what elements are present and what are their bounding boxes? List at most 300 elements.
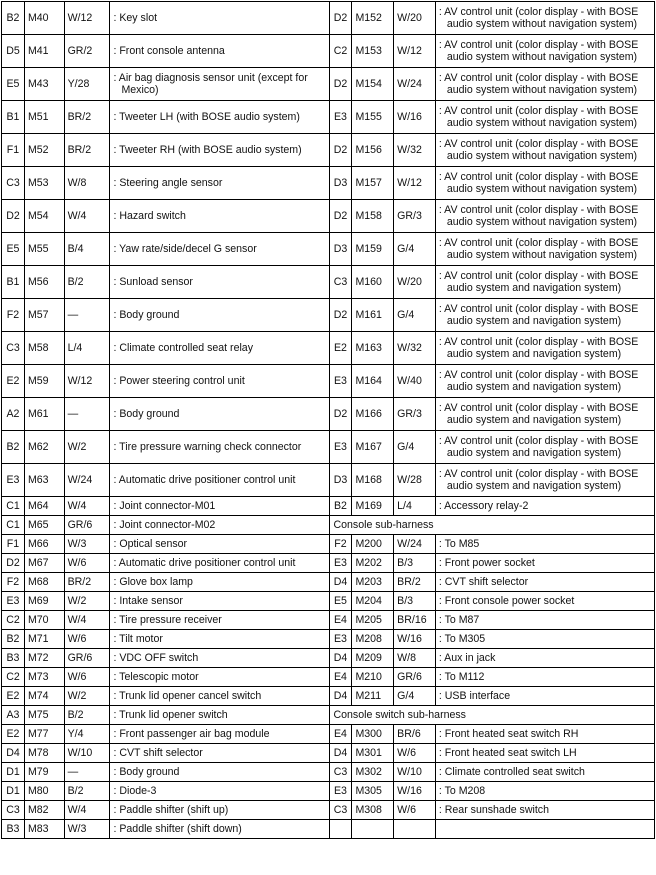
right-connector-description <box>435 725 654 744</box>
left-connector-number: M43 <box>24 68 64 101</box>
left-wire-color: B/4 <box>64 233 110 266</box>
right-wire-color <box>394 820 436 839</box>
table-row <box>2 535 655 554</box>
description-text: : USB interface <box>438 690 511 702</box>
right-connector-description <box>435 35 654 68</box>
table-row <box>2 649 655 668</box>
left-connector-number: M67 <box>24 554 64 573</box>
right-connector-number: M300 <box>352 725 394 744</box>
description-text: : Trunk lid opener switch <box>113 709 228 721</box>
right-connector-description <box>435 266 654 299</box>
description-text: : Intake sensor <box>113 595 183 607</box>
left-connector-number: M74 <box>24 687 64 706</box>
right-wire-color: W/32 <box>394 332 436 365</box>
left-connector-number: M41 <box>24 35 64 68</box>
left-connector-number: M80 <box>24 782 64 801</box>
left-connector-description <box>110 592 329 611</box>
left-grid-location: B1 <box>2 101 25 134</box>
left-connector-number: M83 <box>24 820 64 839</box>
right-grid-location: E4 <box>329 611 352 630</box>
right-connector-description <box>435 744 654 763</box>
right-connector-description <box>435 167 654 200</box>
left-wire-color: B/2 <box>64 266 110 299</box>
table-row <box>2 365 655 398</box>
right-connector-description <box>435 101 654 134</box>
right-connector-number: M308 <box>352 801 394 820</box>
left-wire-color: — <box>64 299 110 332</box>
right-connector-number: M203 <box>352 573 394 592</box>
right-wire-color: GR/3 <box>394 398 436 431</box>
right-wire-color: W/12 <box>394 35 436 68</box>
left-connector-description <box>110 820 329 839</box>
left-connector-number: M51 <box>24 101 64 134</box>
table-row <box>2 497 655 516</box>
right-connector-description <box>435 68 654 101</box>
right-grid-location <box>329 820 352 839</box>
right-wire-color: W/6 <box>394 744 436 763</box>
right-connector-number: M157 <box>352 167 394 200</box>
table-row <box>2 134 655 167</box>
right-wire-color: BR/16 <box>394 611 436 630</box>
left-grid-location: D1 <box>2 763 25 782</box>
description-text: : Power steering control unit <box>113 375 245 387</box>
left-grid-location: C1 <box>2 516 25 535</box>
left-connector-number: M62 <box>24 431 64 464</box>
right-grid-location: D2 <box>329 134 352 167</box>
right-wire-color: BR/6 <box>394 725 436 744</box>
right-connector-number: M159 <box>352 233 394 266</box>
left-grid-location: E2 <box>2 725 25 744</box>
description-text: : AV control unit (color display - with BOSE audio system without navigation system) <box>438 39 639 63</box>
right-grid-location: E5 <box>329 592 352 611</box>
right-grid-location: C3 <box>329 266 352 299</box>
left-connector-number: M53 <box>24 167 64 200</box>
right-connector-number: M301 <box>352 744 394 763</box>
right-connector-number: M211 <box>352 687 394 706</box>
description-text: : AV control unit (color display - with BOSE audio system and navigation system) <box>438 468 639 492</box>
right-connector-number: M302 <box>352 763 394 782</box>
left-connector-number: M64 <box>24 497 64 516</box>
connector-table <box>1 1 655 839</box>
description-text: : Climate controlled seat switch <box>438 766 585 778</box>
right-connector-number: M208 <box>352 630 394 649</box>
description-text: : Joint connector-M01 <box>113 500 216 512</box>
right-connector-description <box>435 2 654 35</box>
description-text: : Optical sensor <box>113 538 188 550</box>
left-connector-description <box>110 763 329 782</box>
right-grid-location: E4 <box>329 725 352 744</box>
right-wire-color: G/4 <box>394 431 436 464</box>
table-row <box>2 431 655 464</box>
right-wire-color: W/6 <box>394 801 436 820</box>
description-text: : Tire pressure receiver <box>113 614 222 626</box>
right-grid-location: D4 <box>329 573 352 592</box>
left-connector-number: M71 <box>24 630 64 649</box>
left-wire-color: W/4 <box>64 200 110 233</box>
right-wire-color: W/8 <box>394 649 436 668</box>
description-text: : AV control unit (color display - with BOSE audio system and navigation system) <box>438 270 639 294</box>
right-grid-location: D2 <box>329 2 352 35</box>
right-connector-number: M210 <box>352 668 394 687</box>
left-grid-location: C2 <box>2 668 25 687</box>
table-row <box>2 744 655 763</box>
description-text: : Aux in jack <box>438 652 496 664</box>
left-wire-color: Y/4 <box>64 725 110 744</box>
left-connector-description <box>110 266 329 299</box>
description-text: : AV control unit (color display - with BOSE audio system without navigation system) <box>438 204 639 228</box>
description-text: : Yaw rate/side/decel G sensor <box>113 243 257 255</box>
left-wire-color: W/6 <box>64 554 110 573</box>
table-row <box>2 200 655 233</box>
right-wire-color: W/32 <box>394 134 436 167</box>
right-connector-number: M155 <box>352 101 394 134</box>
left-grid-location: E3 <box>2 592 25 611</box>
left-connector-description <box>110 299 329 332</box>
right-grid-location: D2 <box>329 299 352 332</box>
left-grid-location: E2 <box>2 365 25 398</box>
left-wire-color: — <box>64 763 110 782</box>
right-grid-location: E3 <box>329 431 352 464</box>
description-text: : AV control unit (color display - with BOSE audio system without navigation system) <box>438 138 639 162</box>
table-row <box>2 2 655 35</box>
right-wire-color: W/24 <box>394 535 436 554</box>
right-connector-number: M166 <box>352 398 394 431</box>
left-connector-description <box>110 554 329 573</box>
left-connector-description <box>110 497 329 516</box>
left-connector-description <box>110 233 329 266</box>
left-connector-number: M55 <box>24 233 64 266</box>
left-grid-location: D1 <box>2 782 25 801</box>
description-text: : Body ground <box>113 309 180 321</box>
description-text: : Climate controlled seat relay <box>113 342 253 354</box>
description-text: : VDC OFF switch <box>113 652 199 664</box>
left-connector-number: M54 <box>24 200 64 233</box>
left-connector-description <box>110 167 329 200</box>
left-connector-number: M59 <box>24 365 64 398</box>
right-connector-description <box>435 497 654 516</box>
left-wire-color: W/2 <box>64 431 110 464</box>
left-grid-location: B2 <box>2 630 25 649</box>
right-wire-color: W/12 <box>394 167 436 200</box>
table-row <box>2 706 655 725</box>
right-wire-color: W/40 <box>394 365 436 398</box>
right-connector-number: M169 <box>352 497 394 516</box>
left-connector-number: M56 <box>24 266 64 299</box>
description-text: : Tweeter RH (with BOSE audio system) <box>113 144 302 156</box>
description-text: : AV control unit (color display - with BOSE audio system without navigation system) <box>438 72 639 96</box>
right-connector-description <box>435 535 654 554</box>
description-text: : To M85 <box>438 538 480 550</box>
left-wire-color: B/2 <box>64 782 110 801</box>
left-connector-description <box>110 535 329 554</box>
left-wire-color: BR/2 <box>64 573 110 592</box>
left-wire-color: W/3 <box>64 535 110 554</box>
left-grid-location: D5 <box>2 35 25 68</box>
left-wire-color: BR/2 <box>64 134 110 167</box>
table-row <box>2 687 655 706</box>
right-connector-description <box>435 649 654 668</box>
right-wire-color: G/4 <box>394 299 436 332</box>
right-wire-color: G/4 <box>394 233 436 266</box>
description-text: : Key slot <box>113 12 158 24</box>
right-connector-number: M163 <box>352 332 394 365</box>
right-connector-description <box>435 630 654 649</box>
description-text: : Body ground <box>113 408 180 420</box>
description-text: : Sunload sensor <box>113 276 193 288</box>
description-text: : To M305 <box>438 633 486 645</box>
description-text: : Body ground <box>113 766 180 778</box>
right-grid-location: D3 <box>329 167 352 200</box>
right-connector-description <box>435 611 654 630</box>
description-text: : AV control unit (color display - with BOSE audio system without navigation system) <box>438 171 639 195</box>
left-connector-number: M73 <box>24 668 64 687</box>
table-row <box>2 668 655 687</box>
left-wire-color: GR/6 <box>64 649 110 668</box>
left-wire-color: — <box>64 398 110 431</box>
left-grid-location: B1 <box>2 266 25 299</box>
right-connector-description <box>435 134 654 167</box>
description-text: : To M112 <box>438 671 485 683</box>
description-text: : Front console power socket <box>438 595 575 607</box>
left-connector-number: M68 <box>24 573 64 592</box>
left-connector-number: M82 <box>24 801 64 820</box>
right-grid-location: E4 <box>329 668 352 687</box>
left-wire-color: Y/28 <box>64 68 110 101</box>
right-wire-color: G/4 <box>394 687 436 706</box>
right-connector-number: M204 <box>352 592 394 611</box>
left-wire-color: W/2 <box>64 687 110 706</box>
right-connector-description <box>435 687 654 706</box>
table-row <box>2 516 655 535</box>
left-wire-color: W/4 <box>64 801 110 820</box>
right-connector-number: M154 <box>352 68 394 101</box>
left-grid-location: C2 <box>2 611 25 630</box>
right-wire-color: L/4 <box>394 497 436 516</box>
right-grid-location: D2 <box>329 398 352 431</box>
left-connector-description <box>110 200 329 233</box>
left-grid-location: D2 <box>2 200 25 233</box>
right-connector-description <box>435 233 654 266</box>
right-grid-location: E2 <box>329 332 352 365</box>
left-grid-location: D2 <box>2 554 25 573</box>
table-row <box>2 820 655 839</box>
description-text: : Telescopic motor <box>113 671 199 683</box>
table-row <box>2 167 655 200</box>
right-connector-description <box>435 763 654 782</box>
left-connector-number: M72 <box>24 649 64 668</box>
description-text: : Diode-3 <box>113 785 157 797</box>
right-wire-color: W/16 <box>394 630 436 649</box>
left-grid-location: C3 <box>2 332 25 365</box>
table-row <box>2 266 655 299</box>
left-grid-location: F2 <box>2 299 25 332</box>
left-connector-description <box>110 516 329 535</box>
left-connector-description <box>110 134 329 167</box>
left-connector-description <box>110 365 329 398</box>
description-text: : Trunk lid opener cancel switch <box>113 690 262 702</box>
right-connector-number: M158 <box>352 200 394 233</box>
right-grid-location: D3 <box>329 233 352 266</box>
description-text: : AV control unit (color display - with BOSE audio system and navigation system) <box>438 303 639 327</box>
left-grid-location: B3 <box>2 820 25 839</box>
table-row <box>2 630 655 649</box>
description-text: : AV control unit (color display - with BOSE audio system and navigation system) <box>438 369 639 393</box>
description-text: : To M208 <box>438 785 486 797</box>
left-connector-number: M78 <box>24 744 64 763</box>
left-connector-number: M65 <box>24 516 64 535</box>
right-connector-description <box>435 464 654 497</box>
right-connector-number: M205 <box>352 611 394 630</box>
left-connector-number: M52 <box>24 134 64 167</box>
left-connector-number: M75 <box>24 706 64 725</box>
left-grid-location: E3 <box>2 464 25 497</box>
left-grid-location: B3 <box>2 649 25 668</box>
left-connector-number: M79 <box>24 763 64 782</box>
right-connector-description <box>435 299 654 332</box>
description-text: : AV control unit (color display - with BOSE audio system and navigation system) <box>438 336 639 360</box>
left-connector-description <box>110 101 329 134</box>
right-connector-number <box>352 820 394 839</box>
right-connector-description <box>435 398 654 431</box>
right-connector-number: M152 <box>352 2 394 35</box>
table-row <box>2 35 655 68</box>
right-grid-location: C3 <box>329 763 352 782</box>
left-connector-description <box>110 398 329 431</box>
table-row <box>2 233 655 266</box>
connector-table-body <box>2 2 655 839</box>
description-text: : Rear sunshade switch <box>438 804 549 816</box>
left-wire-color: W/10 <box>64 744 110 763</box>
right-connector-number: M161 <box>352 299 394 332</box>
right-connector-number: M156 <box>352 134 394 167</box>
description-text: : Paddle shifter (shift down) <box>113 823 242 835</box>
description-text: : Front console antenna <box>113 45 225 57</box>
left-connector-number: M66 <box>24 535 64 554</box>
right-wire-color: W/20 <box>394 2 436 35</box>
right-grid-location: D4 <box>329 649 352 668</box>
right-connector-number: M153 <box>352 35 394 68</box>
left-connector-number: M57 <box>24 299 64 332</box>
description-text: : To M87 <box>438 614 480 626</box>
description-text: : Steering angle sensor <box>113 177 223 189</box>
right-grid-location: D4 <box>329 687 352 706</box>
sub-harness-heading: Console switch sub-harness <box>329 706 655 725</box>
left-wire-color: W/12 <box>64 365 110 398</box>
right-wire-color: W/24 <box>394 68 436 101</box>
left-connector-description <box>110 782 329 801</box>
left-grid-location: B2 <box>2 2 25 35</box>
description-text: : CVT shift selector <box>113 747 203 759</box>
table-row <box>2 801 655 820</box>
right-grid-location: E3 <box>329 630 352 649</box>
left-wire-color: GR/2 <box>64 35 110 68</box>
description-text: : Automatic drive positioner control unit <box>113 474 296 486</box>
description-text: : AV control unit (color display - with BOSE audio system without navigation system) <box>438 237 639 261</box>
right-connector-number: M168 <box>352 464 394 497</box>
description-text: : Glove box lamp <box>113 576 193 588</box>
right-wire-color: GR/6 <box>394 668 436 687</box>
left-wire-color: W/6 <box>64 630 110 649</box>
left-connector-description <box>110 611 329 630</box>
table-row <box>2 592 655 611</box>
left-grid-location: F1 <box>2 535 25 554</box>
right-grid-location: B2 <box>329 497 352 516</box>
left-connector-description <box>110 332 329 365</box>
right-grid-location: E3 <box>329 782 352 801</box>
right-wire-color: BR/2 <box>394 573 436 592</box>
left-wire-color: W/3 <box>64 820 110 839</box>
description-text: : Paddle shifter (shift up) <box>113 804 229 816</box>
description-text: : Front heated seat switch LH <box>438 747 577 759</box>
right-wire-color: W/28 <box>394 464 436 497</box>
left-connector-description <box>110 668 329 687</box>
right-connector-description <box>435 431 654 464</box>
table-row <box>2 398 655 431</box>
description-text: : Automatic drive positioner control unit <box>113 557 296 569</box>
left-grid-location: C1 <box>2 497 25 516</box>
left-grid-location: E2 <box>2 687 25 706</box>
left-connector-number: M61 <box>24 398 64 431</box>
table-row <box>2 782 655 801</box>
left-connector-number: M70 <box>24 611 64 630</box>
right-connector-number: M305 <box>352 782 394 801</box>
left-wire-color: W/12 <box>64 2 110 35</box>
left-connector-description <box>110 35 329 68</box>
right-wire-color: W/16 <box>394 101 436 134</box>
right-wire-color: B/3 <box>394 592 436 611</box>
sub-harness-heading: Console sub-harness <box>329 516 655 535</box>
right-connector-description <box>435 200 654 233</box>
right-connector-number: M167 <box>352 431 394 464</box>
left-grid-location: C3 <box>2 801 25 820</box>
right-connector-description <box>435 365 654 398</box>
right-wire-color: W/16 <box>394 782 436 801</box>
right-wire-color: GR/3 <box>394 200 436 233</box>
right-connector-description <box>435 801 654 820</box>
right-connector-description <box>435 573 654 592</box>
description-text: : Tilt motor <box>113 633 163 645</box>
left-wire-color: W/4 <box>64 611 110 630</box>
description-text: : Air bag diagnosis sensor unit (except for Mexico) <box>113 72 308 96</box>
right-connector-description <box>435 332 654 365</box>
left-connector-number: M63 <box>24 464 64 497</box>
table-row <box>2 68 655 101</box>
description-text: : AV control unit (color display - with BOSE audio system without navigation system) <box>438 105 639 129</box>
left-connector-description <box>110 706 329 725</box>
right-connector-description <box>435 668 654 687</box>
left-grid-location: D4 <box>2 744 25 763</box>
right-grid-location: E3 <box>329 101 352 134</box>
left-connector-description <box>110 649 329 668</box>
left-grid-location: C3 <box>2 167 25 200</box>
left-wire-color: W/4 <box>64 497 110 516</box>
right-grid-location: E3 <box>329 365 352 398</box>
right-connector-description <box>435 554 654 573</box>
left-wire-color: BR/2 <box>64 101 110 134</box>
left-grid-location: A2 <box>2 398 25 431</box>
left-connector-description <box>110 573 329 592</box>
table-row <box>2 573 655 592</box>
left-grid-location: E5 <box>2 233 25 266</box>
description-text: : Accessory relay-2 <box>438 500 529 512</box>
table-row <box>2 611 655 630</box>
left-wire-color: W/8 <box>64 167 110 200</box>
left-connector-description <box>110 687 329 706</box>
description-text: : Tire pressure warning check connector <box>113 441 302 453</box>
description-text: : Front heated seat switch RH <box>438 728 579 740</box>
description-text: : Joint connector-M02 <box>113 519 216 531</box>
description-text: : Front passenger air bag module <box>113 728 270 740</box>
